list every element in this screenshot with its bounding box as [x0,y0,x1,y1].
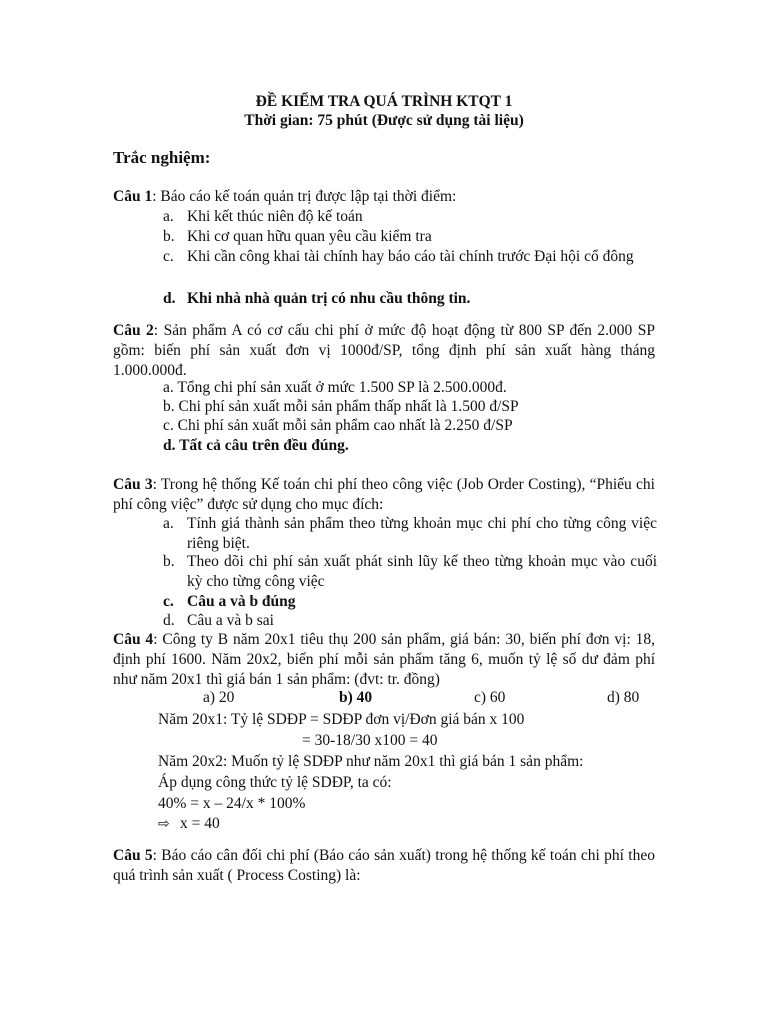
question-4 [113,630,655,690]
question-4-choice-d: d) 80 [607,689,640,706]
question-3-label: Câu 3 [113,476,153,493]
section-heading-text: Trắc nghiệm: [113,148,211,167]
solution-line-3: Năm 20x2: Muốn tỷ lệ SDĐP như năm 20x1 thì giá bán 1 sản phẩm: [158,753,584,770]
question-5-text: : Báo cáo cân đối chi phí (Báo cáo sản xuất) trong hệ thống kế toán chi phí theo quá trình sản xuất ( Process Costing) là: [113,847,655,884]
question-3-option-d: d. Câu a và b sai [163,612,274,629]
question-1 [113,187,655,207]
question-1-option-d: d. Khi nhà nhà quản trị có nhu cầu thông tin. [163,290,471,307]
question-2-option-d: d. Tất cả câu trên đều đúng. [163,437,349,454]
question-3-option-a-letter: a. [163,515,174,532]
question-5-label: Câu 5 [113,847,153,864]
question-2 [113,321,655,381]
question-3-option-b: Theo dõi chi phí sản xuất phát sinh lũy kế theo từng khoản mục vào cuối kỳ cho từng công việc [187,553,657,590]
question-1-text: : Báo cáo kế toán quản trị được lập tại thời điểm: [152,188,457,205]
question-2-option-c: c. Chi phí sản xuất mỗi sản phẩm cao nhất là 2.250 đ/SP [163,417,513,434]
question-5 [113,846,655,886]
question-2-option-a: a. Tổng chi phí sản xuất ở mức 1.500 SP là 2.500.000đ. [163,379,507,396]
solution-line-2: = 30-18/30 x100 = 40 [302,732,438,749]
question-4-label: Câu 4 [113,631,154,648]
section-heading [113,148,210,168]
question-1-label: Câu 1 [113,188,153,205]
question-3-text: : Trong hệ thống Kế toán chi phí theo công việc (Job Order Costing), “Phiếu chi phí công việc” được sử dụng cho mục đích: [113,476,655,513]
solution-line-5: 40% = x – 24/x * 100% [158,795,306,812]
question-1-option-c-letter: c. [163,248,174,265]
question-4-text: : Công ty B năm 20x1 tiêu thụ 200 sản phẩm, giá bán: 30, biến phí đơn vị: 18, định phí 1600. Năm 20x2, biến phí mỗi sản phẩm tăng 6, muốn tỷ lệ số dư đảm phí như năm 20x1 thì giá bán 1 sản phẩm: (đvt: tr. đồng) [113,631,655,688]
question-2-label: Câu 2 [113,322,154,339]
question-2-text: : Sản phẩm A có cơ cấu chi phí ở mức độ hoạt động từ 800 SP đến 2.000 SP gồm: biến phí sản xuất đơn vị 1000đ/SP, tổng định phí sản xuất hàng tháng 1.000.000đ. [113,322,655,379]
question-3-option-b-letter: b. [163,553,175,570]
question-3 [113,475,655,515]
question-3-option-a: Tính giá thành sản phẩm theo từng khoản mục chi phí cho từng công việc riêng biệt. [187,515,657,552]
question-1-option-c: Khi cần công khai tài chính hay báo cáo tài chính trước Đại hội cổ đông [187,248,634,265]
question-4-choice-b: b) 40 [339,689,373,706]
solution-line-6: ⇨ x = 40 [158,815,220,832]
solution-line-1: Năm 20x1: Tỷ lệ SDĐP = SDĐP đơn vị/Đơn giá bán x 100 [158,711,525,728]
document-subtitle: Thời gian: 75 phút (Được sử dụng tài liệu) [244,112,524,129]
question-2-option-b: b. Chi phí sản xuất mỗi sản phẩm thấp nhất là 1.500 đ/SP [163,398,519,415]
solution-line-4: Áp dụng công thức tỷ lệ SDĐP, ta có: [158,774,392,791]
question-4-choice-c: c) 60 [474,689,506,706]
question-3-option-c: c. Câu a và b đúng [163,593,296,610]
question-1-option-a: a. Khi kết thúc niên độ kế toán [163,208,363,225]
document-title: ĐỀ KIỂM TRA QUÁ TRÌNH KTQT 1 [255,93,513,110]
arrow-right-icon: ⇨ [158,816,170,832]
question-4-choice-a: a) 20 [203,689,235,706]
question-1-option-b: b. Khi cơ quan hữu quan yêu cầu kiểm tra [163,228,432,245]
